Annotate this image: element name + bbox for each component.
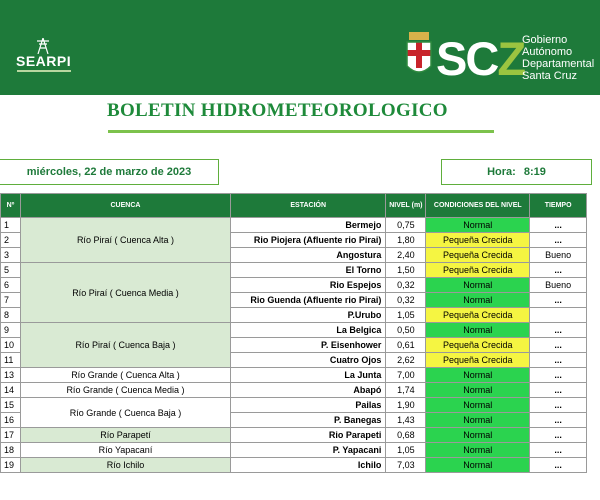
level-value: 0,61	[386, 338, 426, 353]
condition-cell: Pequeña Crecida	[426, 233, 530, 248]
table-row	[1, 263, 587, 278]
table-row	[1, 323, 587, 338]
level-value: 0,32	[386, 293, 426, 308]
header-num: Nº	[1, 194, 21, 218]
row-number: 13	[1, 368, 21, 383]
station-name: Ichilo	[230, 458, 385, 473]
table-row	[1, 383, 587, 398]
header-tiempo: TIEMPO	[530, 194, 587, 218]
level-value: 1,43	[386, 413, 426, 428]
page-title: BOLETIN HIDROMETEOROLOGICO	[107, 100, 448, 121]
condition-cell: Normal	[426, 368, 530, 383]
level-value: 1,05	[386, 443, 426, 458]
cuenca-cell: Río Ichilo	[20, 458, 230, 473]
station-name: P. Banegas	[230, 413, 385, 428]
row-number: 15	[1, 398, 21, 413]
condition-cell: Normal	[426, 413, 530, 428]
weather-cell: Bueno	[530, 278, 587, 293]
row-number: 7	[1, 293, 21, 308]
station-name: Rio Espejos	[230, 278, 385, 293]
level-value: 7,00	[386, 368, 426, 383]
table-row	[1, 443, 587, 458]
condition-cell: Normal	[426, 383, 530, 398]
row-number: 11	[1, 353, 21, 368]
header-nivel: NIVEL (m)	[386, 194, 426, 218]
searpi-logo-underline	[17, 70, 71, 72]
time-box	[441, 159, 592, 185]
row-number: 17	[1, 428, 21, 443]
header-banner	[0, 0, 600, 95]
level-value: 1,05	[386, 308, 426, 323]
weather-cell: ...	[530, 428, 587, 443]
row-number: 16	[1, 413, 21, 428]
condition-cell: Normal	[426, 293, 530, 308]
government-name-line: Autónomo	[522, 46, 573, 58]
table-row	[1, 368, 587, 383]
condition-cell: Pequeña Crecida	[426, 308, 530, 323]
searpi-logo-text: SEARPI	[16, 53, 72, 69]
condition-cell: Pequeña Crecida	[426, 338, 530, 353]
row-number: 8	[1, 308, 21, 323]
level-value: 1,80	[386, 233, 426, 248]
weather-cell: ...	[530, 398, 587, 413]
table-row	[1, 398, 587, 413]
weather-cell: ...	[530, 263, 587, 278]
cuenca-cell: Río Piraí ( Cuenca Baja )	[20, 323, 230, 368]
condition-cell: Normal	[426, 398, 530, 413]
level-value: 2,62	[386, 353, 426, 368]
cuenca-cell: Río Grande ( Cuenca Baja )	[20, 398, 230, 428]
station-name: La Junta	[230, 368, 385, 383]
station-name: P. Yapacani	[230, 443, 385, 458]
condition-cell: Normal	[426, 443, 530, 458]
weather-cell: ...	[530, 353, 587, 368]
transmission-tower-icon	[34, 38, 52, 54]
table-row	[1, 428, 587, 443]
weather-cell: ...	[530, 293, 587, 308]
level-value: 2,40	[386, 248, 426, 263]
coat-of-arms-icon	[405, 32, 433, 80]
condition-cell: Pequeña Crecida	[426, 263, 530, 278]
station-name: Rio Piojera (Afluente rio Pirai)	[230, 233, 385, 248]
condition-cell: Normal	[426, 428, 530, 443]
weather-cell: ...	[530, 218, 587, 233]
table-row	[1, 458, 587, 473]
station-name: Rio Parapeti	[230, 428, 385, 443]
weather-cell: ...	[530, 323, 587, 338]
header-condiciones: CONDICIONES DEL NIVEL	[426, 194, 530, 218]
station-name: Angostura	[230, 248, 385, 263]
condition-cell: Normal	[426, 218, 530, 233]
cuenca-cell: Río Yapacaní	[20, 443, 230, 458]
cuenca-cell: Río Piraí ( Cuenca Media )	[20, 263, 230, 323]
scz-letter-s: S	[436, 32, 466, 85]
level-value: 0,32	[386, 278, 426, 293]
scz-logo	[436, 32, 525, 85]
station-name: El Torno	[230, 263, 385, 278]
cuenca-cell: Río Grande ( Cuenca Alta )	[20, 368, 230, 383]
weather-cell: ...	[530, 233, 587, 248]
government-name	[522, 34, 594, 82]
station-name: Cuatro Ojos	[230, 353, 385, 368]
table-header-row	[1, 194, 587, 218]
row-number: 14	[1, 383, 21, 398]
government-name-line: Gobierno	[522, 34, 568, 46]
scz-letter-z: Z	[497, 32, 525, 85]
condition-cell: Normal	[426, 458, 530, 473]
row-number: 6	[1, 278, 21, 293]
level-value: 1,90	[386, 398, 426, 413]
weather-cell: ...	[530, 368, 587, 383]
weather-cell: ...	[530, 458, 587, 473]
table-row	[1, 218, 587, 233]
level-value: 0,75	[386, 218, 426, 233]
row-number: 3	[1, 248, 21, 263]
row-number: 10	[1, 338, 21, 353]
level-value: 0,50	[386, 323, 426, 338]
date-text: miércoles, 22 de marzo de 2023	[26, 166, 192, 178]
scz-letter-c: C	[465, 32, 498, 85]
row-number: 1	[1, 218, 21, 233]
stations-table	[0, 193, 587, 473]
header-estacion: ESTACIÓN	[230, 194, 385, 218]
cuenca-cell: Río Parapetí	[20, 428, 230, 443]
header-cuenca: CUENCA	[20, 194, 230, 218]
time-label: Hora:	[487, 166, 516, 178]
government-name-line: Santa Cruz	[522, 70, 578, 82]
station-name: Rio Guenda (Afluente rio Pirai)	[230, 293, 385, 308]
weather-cell: ...	[530, 413, 587, 428]
row-number: 18	[1, 443, 21, 458]
station-name: P.Urubo	[230, 308, 385, 323]
weather-cell: ...	[530, 443, 587, 458]
title-underline	[108, 130, 494, 133]
level-value: 1,74	[386, 383, 426, 398]
weather-cell: Bueno	[530, 248, 587, 263]
row-number: 5	[1, 263, 21, 278]
weather-cell: ...	[530, 338, 587, 353]
row-number: 19	[1, 458, 21, 473]
searpi-logo	[14, 38, 74, 78]
condition-cell: Pequeña Crecida	[426, 248, 530, 263]
government-name-line: Departamental	[522, 58, 595, 70]
station-name: Abapó	[230, 383, 385, 398]
cuenca-cell: Río Piraí ( Cuenca Alta )	[20, 218, 230, 263]
time-value: 8:19	[523, 166, 546, 178]
level-value: 1,50	[386, 263, 426, 278]
station-name: Pailas	[230, 398, 385, 413]
level-value: 7,03	[386, 458, 426, 473]
condition-cell: Pequeña Crecida	[426, 353, 530, 368]
cuenca-cell: Río Grande ( Cuenca Media )	[20, 383, 230, 398]
row-number: 9	[1, 323, 21, 338]
station-name: P. Eisenhower	[230, 338, 385, 353]
row-number: 2	[1, 233, 21, 248]
weather-cell	[530, 308, 587, 323]
condition-cell: Normal	[426, 323, 530, 338]
level-value: 0,68	[386, 428, 426, 443]
station-name: Bermejo	[230, 218, 385, 233]
station-name: La Belgica	[230, 323, 385, 338]
weather-cell: ...	[530, 383, 587, 398]
condition-cell: Normal	[426, 278, 530, 293]
date-box	[0, 159, 219, 185]
